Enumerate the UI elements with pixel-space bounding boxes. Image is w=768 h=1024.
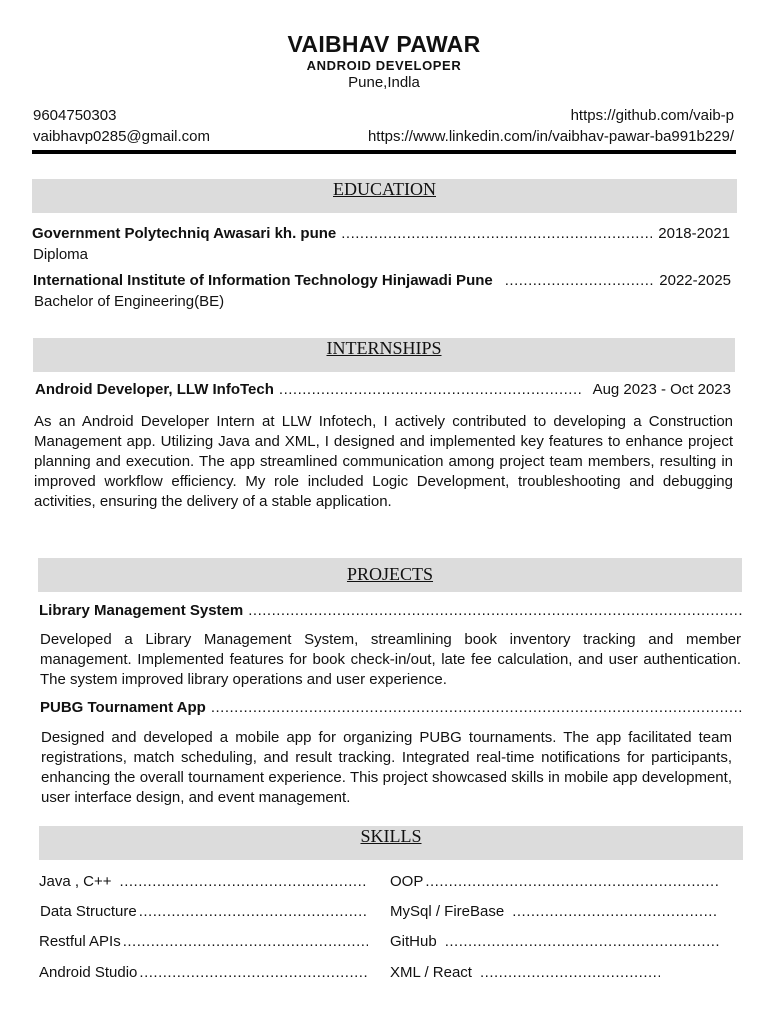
leader-dots [480, 964, 660, 981]
institution-name: International Institute of Information Technology Hinjawadi Pune [33, 272, 493, 289]
leader-dots [211, 699, 743, 716]
internships-heading-bar [33, 338, 735, 372]
internship-entry [35, 381, 731, 398]
project-title: PUBG Tournament App [40, 699, 206, 716]
leader-dots [139, 903, 367, 920]
leader-dots [512, 903, 718, 920]
leader-dots [445, 933, 719, 950]
skill-label: Restful APIs [39, 933, 121, 950]
header-divider [32, 150, 736, 154]
education-heading-bar [32, 179, 737, 213]
education-degree: Diploma [33, 246, 89, 263]
leader-dots [248, 602, 742, 619]
project-title: Library Management System [39, 602, 244, 619]
leader-dots [139, 964, 368, 981]
institution-name: Government Polytechniq Awasari kh. pune [32, 225, 337, 242]
skill-item [40, 903, 367, 920]
skill-label: Java , C++ [39, 873, 112, 890]
leader-dots [505, 272, 654, 289]
github-link[interactable]: https://github.com/vaib-p [570, 107, 734, 124]
leader-dots [120, 873, 367, 890]
skill-label: MySql / FireBase [390, 903, 505, 920]
leader-dots [279, 381, 581, 398]
education-years: 2022-2025 [659, 272, 731, 289]
skill-label: Android Studio [39, 964, 138, 981]
phone-number: 9604750303 [33, 107, 117, 124]
leader-dots [341, 225, 652, 242]
internship-dates: Aug 2023 - Oct 2023 [592, 381, 731, 398]
leader-dots [123, 933, 368, 950]
project-description: Developed a Library Management System, streamlining book inventory tracking and member management. Implemented features for book check-in/out, late fee calculation, and user authentication. The system improved library operations and user experience. [40, 631, 741, 688]
skill-label: Data Structure [40, 903, 137, 920]
skills-heading-bar [39, 826, 743, 860]
internships-heading: INTERNSHIPS [326, 338, 442, 358]
skill-label: XML / React [390, 964, 472, 981]
skill-item [390, 873, 718, 890]
leader-dots [425, 873, 718, 890]
education-entry [33, 272, 731, 289]
skill-item [39, 873, 367, 890]
skill-item [39, 964, 368, 981]
projects-heading-bar [38, 558, 742, 592]
skill-item [390, 933, 719, 950]
project-entry [40, 699, 743, 716]
education-entry [32, 225, 730, 242]
candidate-location: Pune,Indla [348, 74, 420, 91]
education-degree: Bachelor of Engineering(BE) [34, 293, 225, 310]
email-address[interactable]: vaibhavp0285@gmail.com [33, 128, 210, 145]
skill-label: GitHub [390, 933, 437, 950]
skill-item [390, 964, 660, 981]
candidate-role: ANDROID DEVELOPER [306, 58, 462, 73]
project-description: Designed and developed a mobile app for organizing PUBG tournaments. The app facilitated team registrations, match scheduling, and result tracking. Integrated real-time notifications for participants, enhancing the overall tournament experience. This project showcased skills in mobile app development, user interface design, and event management. [41, 729, 732, 806]
skills-heading: SKILLS [360, 826, 422, 846]
skill-label: OOP [390, 873, 424, 890]
education-years: 2018-2021 [658, 225, 730, 242]
education-heading: EDUCATION [333, 179, 436, 199]
candidate-name: VAIBHAV PAWAR [287, 31, 481, 57]
projects-heading: PROJECTS [346, 564, 434, 584]
project-entry [39, 602, 742, 619]
internship-title: Android Developer, LLW InfoTech [35, 381, 274, 398]
skill-item [39, 933, 368, 950]
internship-description: As an Android Developer Intern at LLW Infotech, I actively contributed to developing a Construction Management app. Utilizing Java and XML, I designed and implemented key features to enhance project planning and execution. The app streamlined communication among project team members, resulting in improved workflow efficiency. My role included Logic Development, troubleshooting and debugging activities, ensuring the delivery of a stable application. [34, 413, 733, 510]
skill-item [390, 903, 718, 920]
linkedin-link[interactable]: https://www.linkedin.com/in/vaibhav-pawar-ba991b229/ [367, 128, 734, 145]
